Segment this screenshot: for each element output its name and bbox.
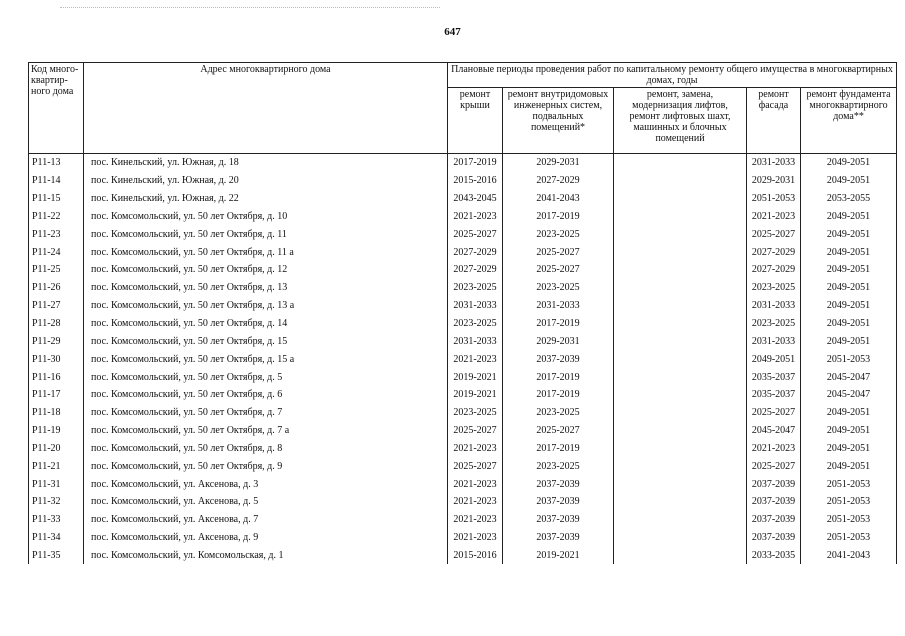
cell-roof: 2015-2016 (448, 547, 503, 565)
cell-elevators (614, 440, 747, 458)
cell-roof: 2021-2023 (448, 440, 503, 458)
cell-elevators (614, 386, 747, 404)
cell-address: пос. Комсомольский, ул. Аксенова, д. 3 (84, 475, 448, 493)
cell-code: Р11-19 (29, 422, 84, 440)
cell-elevators (614, 208, 747, 226)
cell-elevators (614, 547, 747, 565)
cell-code: Р11-21 (29, 457, 84, 475)
cell-systems: 2023-2025 (503, 457, 614, 475)
cell-elevators (614, 475, 747, 493)
cell-facade: 2037-2039 (747, 529, 801, 547)
cell-address: пос. Комсомольский, ул. 50 лет Октября, д. 11 а (84, 243, 448, 261)
page-number: 647 (444, 26, 461, 38)
cell-code: Р11-31 (29, 475, 84, 493)
cell-address: пос. Комсомольский, ул. 50 лет Октября, д. 5 (84, 368, 448, 386)
cell-roof: 2027-2029 (448, 243, 503, 261)
cell-facade: 2035-2037 (747, 368, 801, 386)
cell-code: Р11-22 (29, 208, 84, 226)
cell-elevators (614, 172, 747, 190)
cell-systems: 2017-2019 (503, 208, 614, 226)
cell-facade: 2021-2023 (747, 440, 801, 458)
cell-roof: 2031-2033 (448, 297, 503, 315)
header-roof: ремонт крыши (448, 88, 503, 154)
cell-facade: 2027-2029 (747, 243, 801, 261)
cell-address: пос. Комсомольский, ул. Аксенова, д. 9 (84, 529, 448, 547)
cell-systems: 2029-2031 (503, 332, 614, 350)
cell-systems: 2019-2021 (503, 547, 614, 565)
cell-address: пос. Комсомольский, ул. Комсомольская, д. 1 (84, 547, 448, 565)
cell-foundation: 2049-2051 (801, 172, 897, 190)
cell-foundation: 2049-2051 (801, 261, 897, 279)
header-facade: ремонт фасада (747, 88, 801, 154)
table-row (29, 493, 897, 511)
cell-roof: 2025-2027 (448, 225, 503, 243)
cell-elevators (614, 493, 747, 511)
header-address: Адрес многоквартирного дома (84, 63, 448, 154)
cell-facade: 2029-2031 (747, 172, 801, 190)
cell-systems: 2037-2039 (503, 493, 614, 511)
cell-address: пос. Кинельский, ул. Южная, д. 20 (84, 172, 448, 190)
cell-roof: 2023-2025 (448, 279, 503, 297)
cell-code: Р11-34 (29, 529, 84, 547)
cell-code: Р11-24 (29, 243, 84, 261)
cell-address: пос. Комсомольский, ул. 50 лет Октября, д. 13 (84, 279, 448, 297)
cell-foundation: 2049-2051 (801, 225, 897, 243)
cell-elevators (614, 261, 747, 279)
cell-facade: 2037-2039 (747, 511, 801, 529)
cell-address: пос. Комсомольский, ул. Аксенова, д. 5 (84, 493, 448, 511)
cell-address: пос. Комсомольский, ул. 50 лет Октября, д. 14 (84, 315, 448, 333)
cell-facade: 2027-2029 (747, 261, 801, 279)
cell-systems: 2017-2019 (503, 440, 614, 458)
cell-facade: 2037-2039 (747, 493, 801, 511)
cell-systems: 2041-2043 (503, 190, 614, 208)
cell-address: пос. Кинельский, ул. Южная, д. 22 (84, 190, 448, 208)
cell-foundation: 2049-2051 (801, 208, 897, 226)
cell-address: пос. Комсомольский, ул. 50 лет Октября, д. 11 (84, 225, 448, 243)
cell-systems: 2017-2019 (503, 315, 614, 333)
cell-address: пос. Комсомольский, ул. 50 лет Октября, д. 6 (84, 386, 448, 404)
cell-code: Р11-30 (29, 350, 84, 368)
header-systems: ремонт внутридомовых инженерных систем, подвальных помещений* (503, 88, 614, 154)
cell-code: Р11-17 (29, 386, 84, 404)
cell-address: пос. Комсомольский, ул. Аксенова, д. 7 (84, 511, 448, 529)
cell-systems: 2037-2039 (503, 511, 614, 529)
cell-facade: 2035-2037 (747, 386, 801, 404)
cell-roof: 2023-2025 (448, 404, 503, 422)
cell-facade: 2021-2023 (747, 208, 801, 226)
cell-foundation: 2049-2051 (801, 422, 897, 440)
table-row (29, 279, 897, 297)
cell-roof: 2043-2045 (448, 190, 503, 208)
cell-facade: 2025-2027 (747, 404, 801, 422)
table-row (29, 315, 897, 333)
cell-roof: 2017-2019 (448, 154, 503, 172)
cell-elevators (614, 457, 747, 475)
cell-facade: 2031-2033 (747, 154, 801, 172)
header-foundation: ремонт фундамента многоквартирного дома** (801, 88, 897, 154)
cell-facade: 2023-2025 (747, 279, 801, 297)
cell-facade: 2037-2039 (747, 475, 801, 493)
table-row (29, 368, 897, 386)
cell-roof: 2021-2023 (448, 350, 503, 368)
cell-roof: 2021-2023 (448, 475, 503, 493)
cell-code: Р11-32 (29, 493, 84, 511)
cell-foundation: 2049-2051 (801, 279, 897, 297)
table-row (29, 190, 897, 208)
cell-elevators (614, 529, 747, 547)
table-row (29, 404, 897, 422)
cell-roof: 2019-2021 (448, 386, 503, 404)
table-row (29, 422, 897, 440)
cell-foundation: 2049-2051 (801, 332, 897, 350)
cell-systems: 2023-2025 (503, 404, 614, 422)
cell-address: пос. Комсомольский, ул. 50 лет Октября, д. 10 (84, 208, 448, 226)
cell-code: Р11-27 (29, 297, 84, 315)
cell-code: Р11-25 (29, 261, 84, 279)
cell-address: пос. Комсомольский, ул. 50 лет Октября, д. 7 а (84, 422, 448, 440)
cell-systems: 2025-2027 (503, 261, 614, 279)
cell-code: Р11-26 (29, 279, 84, 297)
cell-roof: 2031-2033 (448, 332, 503, 350)
cell-foundation: 2049-2051 (801, 404, 897, 422)
cell-foundation: 2051-2053 (801, 350, 897, 368)
cell-address: пос. Комсомольский, ул. 50 лет Октября, д. 9 (84, 457, 448, 475)
cell-elevators (614, 368, 747, 386)
cell-foundation: 2051-2053 (801, 511, 897, 529)
table-row (29, 261, 897, 279)
cell-elevators (614, 350, 747, 368)
cell-foundation: 2049-2051 (801, 243, 897, 261)
table-row (29, 511, 897, 529)
table-row (29, 154, 897, 172)
table-row (29, 350, 897, 368)
cell-elevators (614, 297, 747, 315)
cell-foundation: 2053-2055 (801, 190, 897, 208)
cell-systems: 2031-2033 (503, 297, 614, 315)
cell-systems: 2037-2039 (503, 475, 614, 493)
cell-elevators (614, 279, 747, 297)
cell-systems: 2017-2019 (503, 386, 614, 404)
cell-address: пос. Комсомольский, ул. 50 лет Октября, д. 13 а (84, 297, 448, 315)
table-row (29, 529, 897, 547)
cell-roof: 2021-2023 (448, 493, 503, 511)
cell-foundation: 2045-2047 (801, 386, 897, 404)
cell-systems: 2029-2031 (503, 154, 614, 172)
cell-roof: 2027-2029 (448, 261, 503, 279)
cell-roof: 2023-2025 (448, 315, 503, 333)
table-row (29, 225, 897, 243)
cell-code: Р11-14 (29, 172, 84, 190)
cell-facade: 2023-2025 (747, 315, 801, 333)
cell-systems: 2025-2027 (503, 243, 614, 261)
cell-elevators (614, 225, 747, 243)
table-row (29, 297, 897, 315)
cell-elevators (614, 154, 747, 172)
cell-systems: 2027-2029 (503, 172, 614, 190)
cell-foundation: 2049-2051 (801, 297, 897, 315)
cell-code: Р11-18 (29, 404, 84, 422)
table-row (29, 547, 897, 565)
cell-facade: 2049-2051 (747, 350, 801, 368)
cell-address: пос. Комсомольский, ул. 50 лет Октября, д. 8 (84, 440, 448, 458)
table-row (29, 172, 897, 190)
cell-facade: 2051-2053 (747, 190, 801, 208)
table-row (29, 457, 897, 475)
cell-facade: 2025-2027 (747, 225, 801, 243)
cell-code: Р11-13 (29, 154, 84, 172)
cell-roof: 2021-2023 (448, 208, 503, 226)
cell-foundation: 2049-2051 (801, 457, 897, 475)
table-row (29, 243, 897, 261)
cell-foundation: 2051-2053 (801, 529, 897, 547)
cell-code: Р11-33 (29, 511, 84, 529)
cell-code: Р11-23 (29, 225, 84, 243)
cell-facade: 2031-2033 (747, 297, 801, 315)
table-row (29, 386, 897, 404)
header-elevators: ремонт, замена, модернизация лифтов, ремонт лифтовых шахт, машинных и блочных помещений (614, 88, 747, 154)
cell-address: пос. Комсомольский, ул. 50 лет Октября, д. 15 а (84, 350, 448, 368)
cell-code: Р11-29 (29, 332, 84, 350)
cell-foundation: 2045-2047 (801, 368, 897, 386)
cell-foundation: 2049-2051 (801, 154, 897, 172)
cell-roof: 2019-2021 (448, 368, 503, 386)
cell-foundation: 2041-2043 (801, 547, 897, 565)
cell-systems: 2017-2019 (503, 368, 614, 386)
cell-systems: 2037-2039 (503, 350, 614, 368)
cell-code: Р11-15 (29, 190, 84, 208)
cell-systems: 2025-2027 (503, 422, 614, 440)
cell-elevators (614, 511, 747, 529)
table-row (29, 208, 897, 226)
cell-elevators (614, 243, 747, 261)
cell-systems: 2023-2025 (503, 279, 614, 297)
table-row (29, 440, 897, 458)
cell-foundation: 2049-2051 (801, 440, 897, 458)
header-periods: Плановые периоды проведения работ по капитальному ремонту общего имущества в многоквартирных домах, годы (448, 63, 897, 88)
cell-elevators (614, 190, 747, 208)
cell-facade: 2033-2035 (747, 547, 801, 565)
cell-roof: 2025-2027 (448, 457, 503, 475)
cell-code: Р11-20 (29, 440, 84, 458)
cell-systems: 2037-2039 (503, 529, 614, 547)
scan-artifact-line (60, 7, 440, 8)
cell-facade: 2025-2027 (747, 457, 801, 475)
repair-schedule-table (28, 62, 897, 564)
cell-address: пос. Комсомольский, ул. 50 лет Октября, д. 15 (84, 332, 448, 350)
cell-foundation: 2051-2053 (801, 475, 897, 493)
cell-elevators (614, 315, 747, 333)
cell-systems: 2023-2025 (503, 225, 614, 243)
cell-elevators (614, 404, 747, 422)
cell-elevators (614, 332, 747, 350)
cell-elevators (614, 422, 747, 440)
cell-roof: 2021-2023 (448, 511, 503, 529)
cell-facade: 2045-2047 (747, 422, 801, 440)
cell-address: пос. Комсомольский, ул. 50 лет Октября, д. 7 (84, 404, 448, 422)
table-body (29, 154, 897, 565)
cell-facade: 2031-2033 (747, 332, 801, 350)
cell-roof: 2015-2016 (448, 172, 503, 190)
cell-code: Р11-35 (29, 547, 84, 565)
cell-roof: 2021-2023 (448, 529, 503, 547)
cell-address: пос. Кинельский, ул. Южная, д. 18 (84, 154, 448, 172)
cell-roof: 2025-2027 (448, 422, 503, 440)
cell-code: Р11-28 (29, 315, 84, 333)
header-code: Код много-квартир-ного дома (29, 63, 84, 154)
table-row (29, 332, 897, 350)
cell-code: Р11-16 (29, 368, 84, 386)
table-row (29, 475, 897, 493)
cell-foundation: 2049-2051 (801, 315, 897, 333)
cell-foundation: 2051-2053 (801, 493, 897, 511)
cell-address: пос. Комсомольский, ул. 50 лет Октября, д. 12 (84, 261, 448, 279)
